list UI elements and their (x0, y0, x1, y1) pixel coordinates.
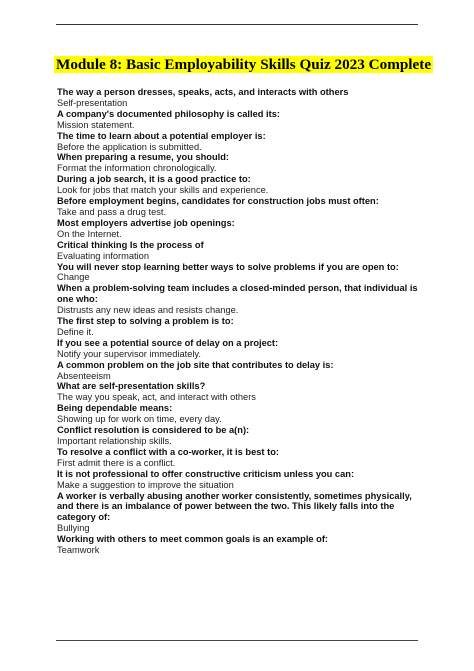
answer-text: Self-presentation (57, 97, 128, 108)
qa-item (57, 469, 427, 491)
answer-text: Change (57, 272, 90, 283)
qa-item (57, 338, 427, 360)
answer-text: Bullying (57, 523, 90, 534)
answer-text: Mission statement. (57, 119, 135, 130)
answer-text: Distrusts any new ideas and resists change. (57, 305, 239, 316)
question-text: To resolve a conflict with a co-worker, it is best to: (57, 446, 279, 457)
question-text: When a problem-solving team includes a closed-minded person, that individual is one who: (57, 283, 418, 305)
qa-item (57, 109, 427, 131)
qa-item (57, 87, 427, 109)
answer-text: Absenteeism (57, 370, 111, 381)
answer-text: Format the information chronologically. (57, 163, 217, 174)
question-text: When preparing a resume, you should: (57, 152, 230, 163)
top-rule (56, 24, 418, 25)
question-text: You will never stop learning better ways to solve problems if you are open to: (57, 261, 399, 272)
qa-item (57, 534, 427, 556)
qa-item (57, 218, 427, 240)
qa-item (57, 491, 427, 535)
qa-item (57, 283, 427, 316)
answer-text: Important relationship skills. (57, 436, 172, 446)
question-text: The time to learn about a potential employer is: (57, 130, 266, 141)
answer-text: Evaluating information (57, 250, 149, 261)
qa-item (57, 403, 427, 425)
answer-text: Define it. (57, 326, 94, 337)
qa-item (57, 360, 427, 382)
question-text: It is not professional to offer constructive criticism unless you can: (57, 468, 355, 479)
answer-text: Teamwork (57, 545, 100, 556)
answer-text: Take and pass a drug test. (57, 206, 167, 217)
answer-text: First admit there is a conflict. (57, 457, 176, 468)
qa-item (57, 152, 427, 174)
qa-item (57, 381, 427, 403)
page-title: Module 8: Basic Employability Skills Quiz 2023 Complete (56, 56, 432, 73)
qa-item (57, 131, 427, 153)
question-text: Being dependable means: (57, 403, 173, 414)
qa-item (57, 240, 427, 262)
question-text: What are self-presentation skills? (57, 381, 206, 392)
question-text: During a job search, it is a good practice to: (57, 174, 251, 185)
qa-item (57, 425, 427, 447)
title-wrap (54, 56, 432, 74)
answer-text: On the Internet. (57, 228, 122, 239)
question-text: The way a person dresses, speaks, acts, and interacts with others (57, 87, 349, 97)
qa-item (57, 196, 427, 218)
question-text: Most employers advertise job openings: (57, 217, 235, 228)
question-text: A company's documented philosophy is called its: (57, 108, 280, 119)
answer-text: The way you speak, act, and interact with others (57, 392, 256, 403)
question-text: Critical thinking Is the process of (57, 239, 204, 250)
qa-item (57, 174, 427, 196)
bottom-rule (56, 640, 418, 641)
answer-text: Notify your supervisor immediately. (57, 348, 201, 359)
answer-text: Showing up for work on time, every day. (57, 414, 222, 425)
answer-text: Make a suggestion to improve the situation (57, 479, 234, 490)
question-text: Before employment begins, candidates for construction jobs must often: (57, 196, 379, 207)
question-text: Working with others to meet common goals is an example of: (57, 534, 329, 545)
question-text: A common problem on the job site that contributes to delay is: (57, 359, 334, 370)
qa-item (57, 447, 427, 469)
question-text: The first step to solving a problem is to: (57, 316, 234, 327)
answer-text: Look for jobs that match your skills and experience. (57, 185, 269, 196)
answer-text: Before the application is submitted. (57, 141, 202, 152)
question-text: Conflict resolution is considered to be a(n): (57, 425, 250, 436)
question-text: If you see a potential source of delay on a project: (57, 337, 279, 348)
qa-list (57, 87, 427, 556)
qa-item (57, 316, 427, 338)
question-text: A worker is verbally abusing another worker consistently, sometimes physically, and there is an imbalance of power between the two. This likely falls into the category of: (57, 490, 412, 523)
qa-item (57, 262, 427, 284)
